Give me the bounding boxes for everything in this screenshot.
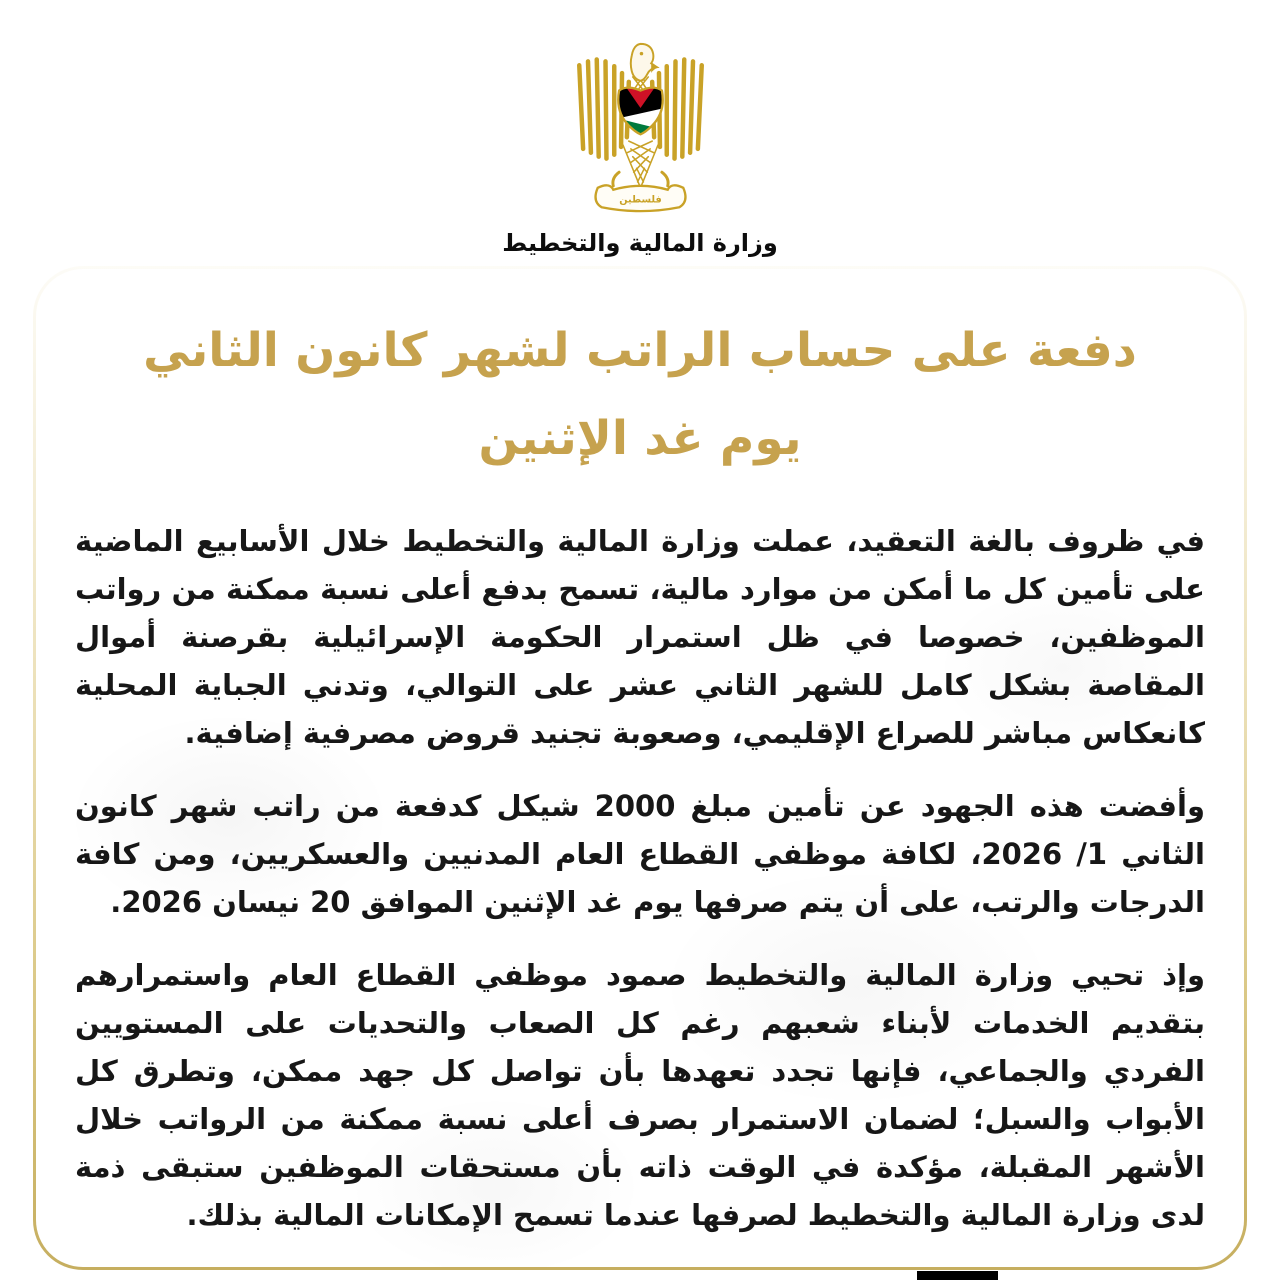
- ministry-name: وزارة المالية والتخطيط: [502, 229, 778, 257]
- statement-title: [75, 307, 1205, 483]
- emblem-banner: [595, 185, 685, 211]
- statement-card: [36, 269, 1244, 1267]
- cropped-footer-mark: [917, 1271, 998, 1280]
- statement-title-line2: يوم غد الإثنين: [478, 411, 802, 466]
- statement-paragraph-3: وإذ تحيي وزارة المالية والتخطيط صمود موظفي القطاع العام واستمرارهم بتقديم الخدمات لأبناء شعبهم رغم كل الصعاب والتحديات على المستويين الفردي والجماعي، فإنها تجدد تعهدها بأن تواصل كل جهد ممكن، وتطرق كل الأبواب والسبل؛ لضمان الاستمرار بصرف أعلى نسبة ممكنة من الرواتب خلال الأشهر المقبلة، مؤكدة في الوقت ذاته بأن مستحقات الموظفين ستبقى ذمة لدى وزارة المالية والتخطيط لصرفها عندما تسمح الإمكانات المالية بذلك.: [75, 958, 1205, 1232]
- palestine-coat-of-arms-emblem: [558, 40, 723, 215]
- emblem-banner-text: فلسطين: [618, 194, 662, 206]
- eagle-talons: [612, 172, 667, 186]
- eagle-head: [630, 44, 658, 81]
- document-header: [0, 0, 1280, 257]
- statement-paragraph-2: وأفضت هذه الجهود عن تأمين مبلغ 2000 شيكل كدفعة من راتب شهر كانون الثاني 1/ 2026، لكافة موظفي القطاع العام المدنيين والعسكريين، ومن كافة الدرجات والرتب، على أن يتم صرفها يوم غد الإثنين الموافق 20 نيسان 2026.: [75, 789, 1205, 919]
- eagle-tail: [623, 141, 658, 188]
- statement-title-line1: دفعة على حساب الراتب لشهر كانون الثاني: [143, 323, 1137, 378]
- statement-body: [75, 517, 1205, 1239]
- statement-paragraph-1: في ظروف بالغة التعقيد، عملت وزارة المالية والتخطيط خلال الأسابيع الماضية على تأمين كل ما أمكن من موارد مالية، تسمح بدفع أعلى نسبة ممكنة من رواتب الموظفين، خصوصا في ظل استمرار الحكومة الإسرائيلية بقرصنة أموال المقاصة بشكل كامل للشهر الثاني عشر على التوالي، وتدني الجباية المحلية كانعكاس مباشر للصراع الإقليمي، وصعوبة تجنيد قروض مصرفية إضافية.: [75, 524, 1205, 750]
- statement-card-border: [33, 266, 1247, 1270]
